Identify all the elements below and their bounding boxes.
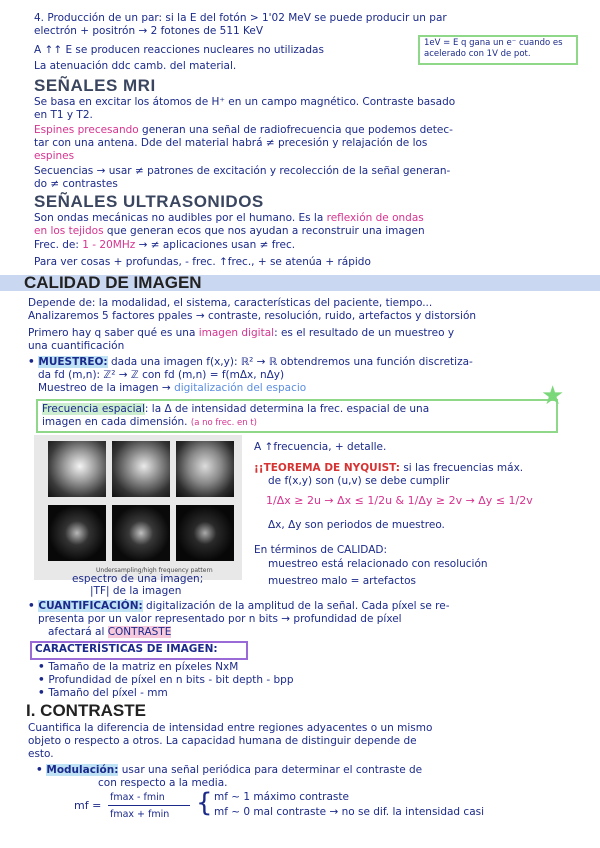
text-line: • Modulación: usar una señal periódica para determinar el contraste de [36,764,423,776]
text-line: Cuantifica la diferencia de intensidad entre regiones adyacentes o un mismo [28,722,433,734]
caracteristicas-box [30,641,248,660]
text-line: • CUANTIFICACIÓN: digitalización de la amplitud de la señal. Cada píxel se re- [28,600,450,612]
text-line: A ↑↑ E se producen reacciones nucleares no utilizadas [34,44,324,56]
text-line: una cuantificación [28,340,125,352]
text-line: Muestreo de la imagen → digitalización del espacio [38,382,307,394]
list-item: • Tamaño de la matriz en píxeles NxM [38,661,239,673]
spectrum-image [176,505,234,561]
note-box [418,35,578,65]
text-line: con respecto a la media. [98,777,228,789]
text-line: Frecuencia espacial: la Δ de intensidad determina la frec. espacial de una [42,403,430,415]
formula-denominator: fmax + fmin [110,809,170,820]
mri-head-image [176,441,234,497]
text-line: En términos de CALIDAD: [254,544,387,556]
text-line: muestreo está relacionado con resolución [268,558,488,570]
star-icon: ★ [541,381,565,411]
text-line: espines [34,150,75,162]
text-line: en los tejidos que generan ecos que nos ayudan a reconstruir una imagen [34,225,425,237]
text-line: de f(x,y) son (u,v) se debe cumplir [268,475,450,487]
list-item: • Profundidad de píxel en n bits - bit depth - bpp [38,674,294,686]
caracteristicas-heading: CARACTERÍSTICAS DE IMAGEN: [35,643,218,655]
section-heading-mri: SEÑALES MRI [34,76,156,95]
figure-small-label: Undersampling/high frequency pattern [96,567,213,574]
text-line: Se basa en excitar los átomos de H⁺ en un campo magnético. Contraste basado [34,96,456,108]
nyquist-formula: 1/Δx ≥ 2u → Δx ≤ 1/2u & 1/Δy ≥ 2v → Δy ≤ 1/2v [266,494,533,507]
text-line: Analizaremos 5 factores ppales → contraste, resolución, ruido, artefactos y distorsión [28,310,477,322]
section-heading-contraste: I. CONTRASTE [26,701,146,720]
text-line: presenta por un valor representado por n bits → profundidad de píxel [38,613,402,625]
spectrum-image [112,505,170,561]
text-line: • MUESTREO: dada una imagen f(x,y): ℝ² → ℝ obtendremos una función discretiza- [28,356,473,368]
text-line: afectará al CONTRASTE [48,626,172,638]
formula-numerator: fmax - fmin [110,792,165,803]
text-line: 4. Producción de un par: si la E del fotón > 1'02 MeV se puede producir un par [34,12,447,24]
fraction-bar [108,805,190,806]
figure-image [34,435,242,580]
section-heading-ultrasound: SEÑALES ULTRASONIDOS [34,192,264,211]
note-text: 1eV = E q gana un e⁻ cuando es acelerado con 1V de pot. [424,38,563,59]
text-line: esto. [28,748,54,760]
text-line: imagen en cada dimensión. (a no frec. en t) [42,416,257,428]
text-line: Depende de: la modalidad, el sistema, características del paciente, tiempo... [28,297,433,309]
mri-head-image [48,441,106,497]
text-line: electrón + positrón → 2 fotones de 511 KeV [34,25,264,37]
text-line: Espines precesando generan una señal de radiofrecuencia que podemos detec- [34,124,453,136]
text-line: ¡¡TEOREMA DE NYQUIST: si las frecuencias máx. [254,462,524,474]
spectrum-image [48,505,106,561]
text-line: tar con una antena. Dde del material habrá ≠ precesión y relajación de los [34,137,428,149]
text-line: La atenuación ddc camb. del material. [34,60,237,72]
brace: { [196,788,213,818]
text-line: da fd (m,n): ℤ² → ℤ con fd (m,n) = f(mΔx, nΔy) [38,369,285,381]
text-line: Frec. de: 1 - 20MHz → ≠ aplicaciones usan ≠ frec. [34,239,296,251]
text-line: Primero hay q saber qué es una imagen digital: es el resultado de un muestreo y [28,327,455,339]
list-item: • Tamaño del píxel - mm [38,687,168,699]
text-line: en T1 y T2. [34,109,93,121]
figure-caption: espectro de una imagen; [72,573,204,585]
text-line: muestreo malo = artefactos [268,575,416,587]
text-line: mf ~ 0 mal contraste → no se dif. la intensidad casi [214,806,485,818]
mri-head-image [112,441,170,497]
figure-caption: |TF| de la imagen [90,585,182,597]
text-line: mf ~ 1 máximo contraste [214,791,349,803]
frecuencia-box [36,399,558,433]
section-heading-calidad: CALIDAD DE IMAGEN [24,273,202,292]
text-line: Para ver cosas + profundas, - frec. ↑frec., + se atenúa + rápido [34,256,371,268]
text-line: Δx, Δy son periodos de muestreo. [268,519,445,531]
text-line: Son ondas mecánicas no audibles por el humano. Es la reflexión de ondas [34,212,424,224]
text-line: do ≠ contrastes [34,178,118,190]
text-line: objeto o respecto a otros. La capacidad humana de distinguir depende de [28,735,417,747]
text-line: Secuencias → usar ≠ patrones de excitación y recolección de la señal generan- [34,165,451,177]
text-line: A ↑frecuencia, + detalle. [254,441,387,453]
formula-lhs: mf = [74,799,102,812]
